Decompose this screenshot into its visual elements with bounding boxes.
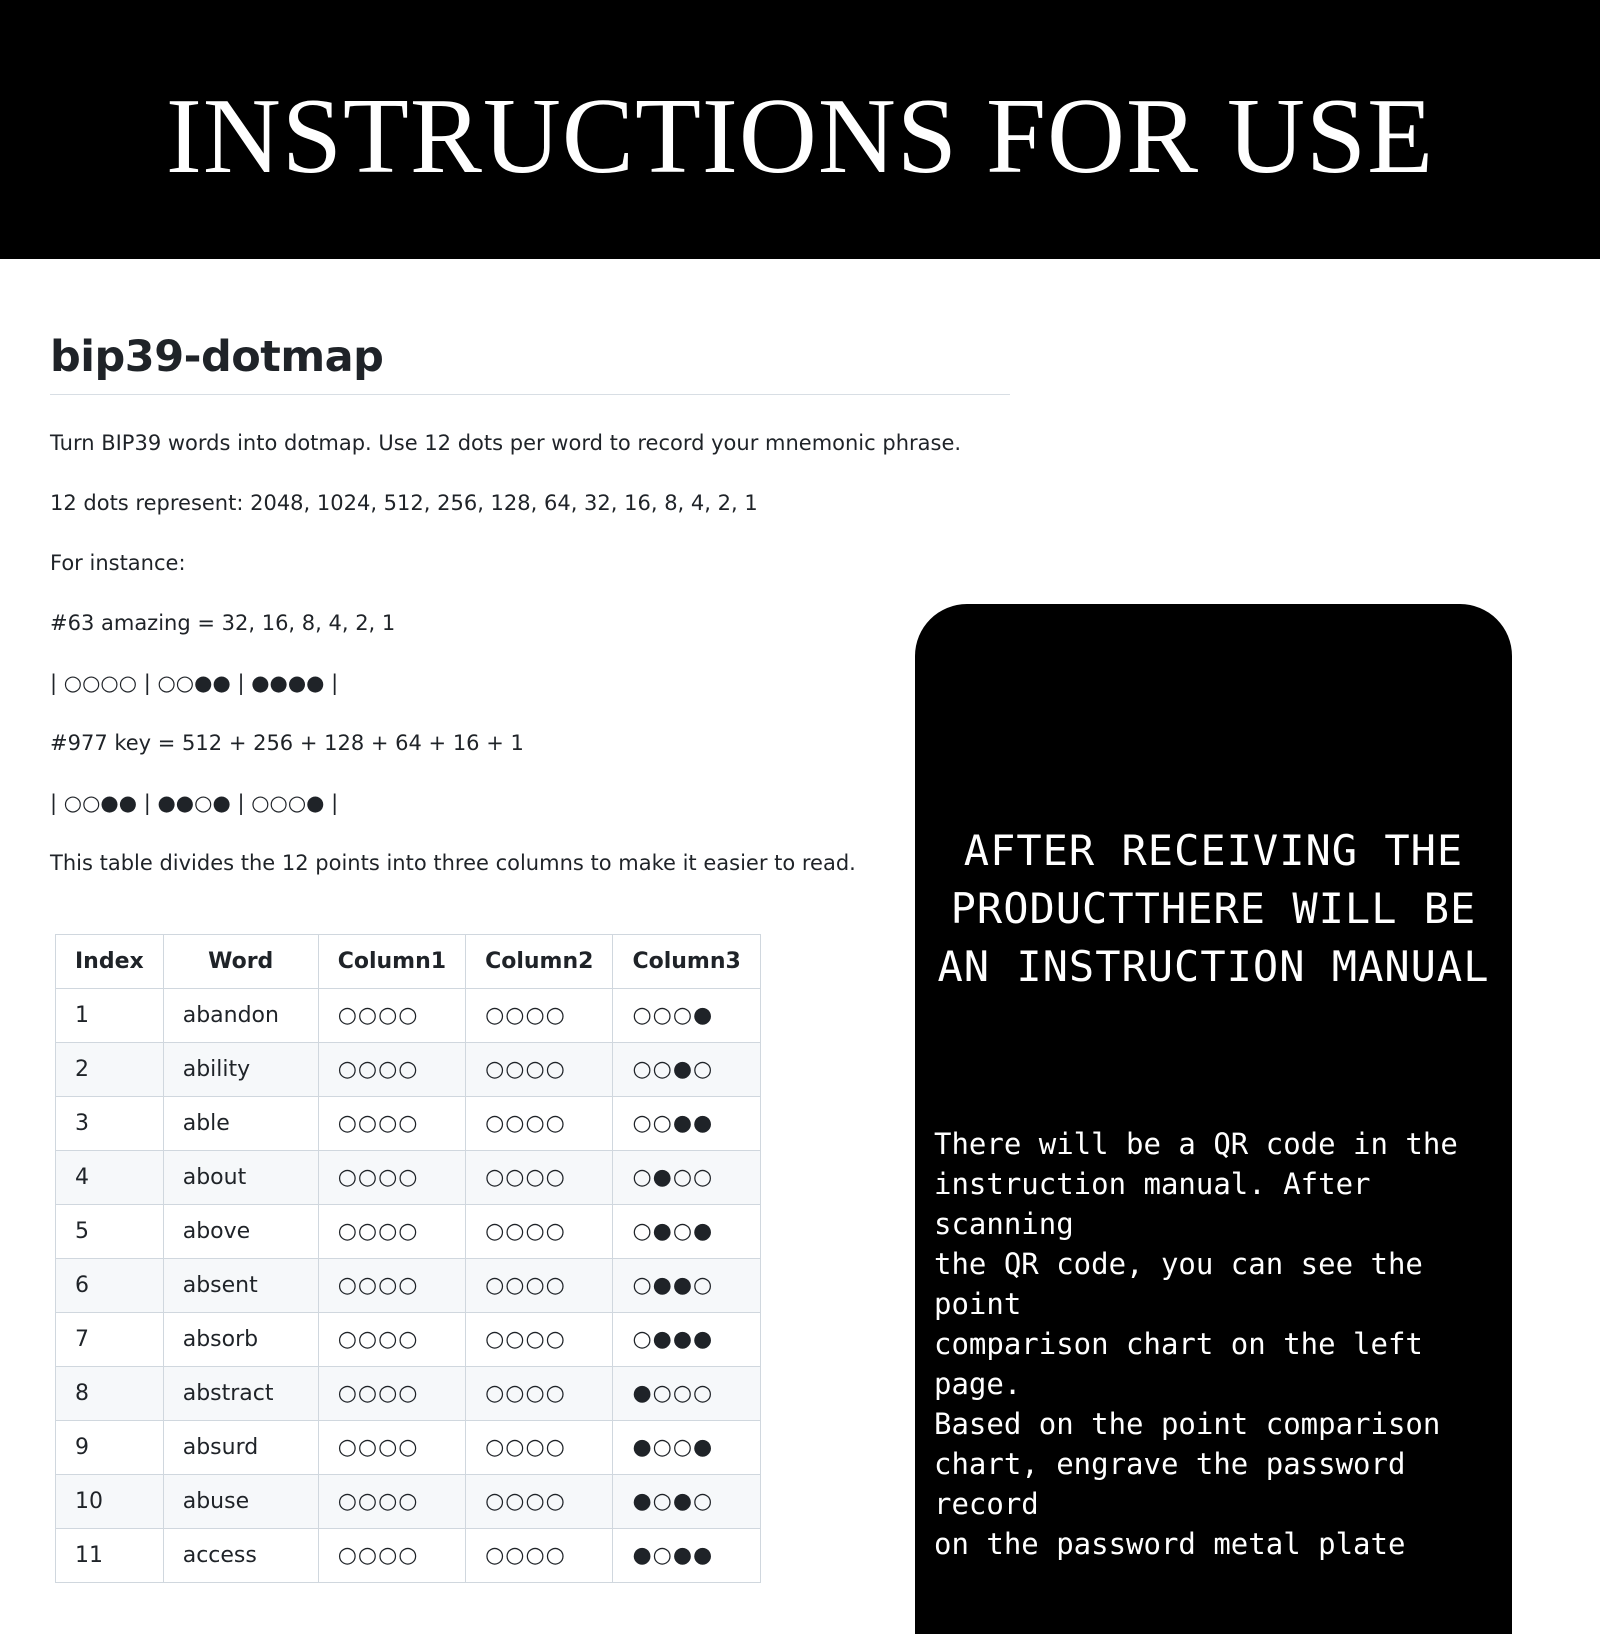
table-row [56,1313,761,1367]
table-description: This table divides the 12 points into three columns to make it easier to read. [50,851,856,875]
cell-word: about [163,1151,318,1205]
cell-column1: ○○○○ [318,1097,465,1151]
cell-column2: ○○○○ [466,1529,613,1583]
table-row [56,1043,761,1097]
cell-column2: ○○○○ [466,989,613,1043]
cell-column1: ○○○○ [318,1529,465,1583]
table-row [56,1259,761,1313]
cell-column2: ○○○○ [466,1043,613,1097]
cell-column2: ○○○○ [466,1313,613,1367]
cell-column2: ○○○○ [466,1259,613,1313]
cell-column3: ●○●● [613,1529,760,1583]
cell-column3: ○●●○ [613,1259,760,1313]
cell-index: 6 [56,1259,164,1313]
example-amazing-dots: | ○○○○ | ○○●● | ●●●● | [50,671,339,695]
cell-column2: ○○○○ [466,1151,613,1205]
example-key-dots: | ○○●● | ●●○● | ○○○● | [50,791,339,815]
cell-word: absurd [163,1421,318,1475]
table-row [56,1097,761,1151]
cell-index: 11 [56,1529,164,1583]
example-amazing: #63 amazing = 32, 16, 8, 4, 2, 1 [50,611,396,635]
header-word: Word [163,935,318,989]
dot-values-paragraph: 12 dots represent: 2048, 1024, 512, 256, 128, 64, 32, 16, 8, 4, 2, 1 [50,491,758,515]
cell-column3: ○●○● [613,1205,760,1259]
cell-column2: ○○○○ [466,1205,613,1259]
cell-column2: ○○○○ [466,1097,613,1151]
table-row [56,989,761,1043]
table-row [56,1421,761,1475]
cell-word: access [163,1529,318,1583]
cell-column2: ○○○○ [466,1421,613,1475]
cell-column3: ●○●○ [613,1475,760,1529]
cell-index: 2 [56,1043,164,1097]
cell-column3: ○○●● [613,1097,760,1151]
card-body: There will be a QR code in the instruction manual. After scanning the QR code, you can see the point comparison chart on the left page. Based on the point comparison chart, engrave the password record on the password metal plate [934,1127,1458,1561]
cell-column1: ○○○○ [318,1367,465,1421]
cell-word: abuse [163,1475,318,1529]
cell-column1: ○○○○ [318,1421,465,1475]
cell-column1: ○○○○ [318,1475,465,1529]
cell-index: 1 [56,989,164,1043]
example-label: For instance: [50,551,186,575]
header-column2: Column2 [466,935,613,989]
cell-column1: ○○○○ [318,1043,465,1097]
table-row [56,1367,761,1421]
example-key: #977 key = 512 + 256 + 128 + 64 + 16 + 1 [50,731,524,755]
cell-column2: ○○○○ [466,1475,613,1529]
cell-word: absorb [163,1313,318,1367]
cell-column3: ○○●○ [613,1043,760,1097]
cell-column1: ○○○○ [318,1205,465,1259]
cell-word: above [163,1205,318,1259]
cell-column1: ○○○○ [318,1313,465,1367]
cell-index: 3 [56,1097,164,1151]
cell-word: absent [163,1259,318,1313]
header-column3: Column3 [613,935,760,989]
readme-paragraphs [50,413,1010,893]
cell-column3: ●○○● [613,1421,760,1475]
cell-column3: ○●○○ [613,1151,760,1205]
cell-index: 8 [56,1367,164,1421]
dotmap-table [55,934,761,1583]
cell-word: abstract [163,1367,318,1421]
table-row [56,1205,761,1259]
cell-index: 10 [56,1475,164,1529]
cell-column1: ○○○○ [318,1151,465,1205]
cell-index: 7 [56,1313,164,1367]
cell-column3: ○●●● [613,1313,760,1367]
cell-index: 9 [56,1421,164,1475]
header-column1: Column1 [318,935,465,989]
cell-index: 5 [56,1205,164,1259]
cell-column3: ●○○○ [613,1367,760,1421]
cell-column3: ○○○● [613,989,760,1043]
cell-word: ability [163,1043,318,1097]
header-banner [0,0,1600,259]
cell-word: abandon [163,989,318,1043]
header-index: Index [56,935,164,989]
banner-title: INSTRUCTIONS FOR USE [165,76,1435,196]
card-heading: AFTER RECEIVING THE PRODUCTTHERE WILL BE AN INSTRUCTION MANUAL [937,826,1490,991]
page-title: bip39-dotmap [50,332,1010,395]
readme-content [50,320,1010,893]
intro-paragraph: Turn BIP39 words into dotmap. Use 12 dots per word to record your mnemonic phrase. [50,431,962,455]
cell-column2: ○○○○ [466,1367,613,1421]
table-header-row [56,935,761,989]
table-row [56,1151,761,1205]
instruction-card [915,604,1512,1634]
cell-column1: ○○○○ [318,989,465,1043]
cell-word: able [163,1097,318,1151]
table-row [56,1475,761,1529]
cell-index: 4 [56,1151,164,1205]
table-row [56,1529,761,1583]
cell-column1: ○○○○ [318,1259,465,1313]
